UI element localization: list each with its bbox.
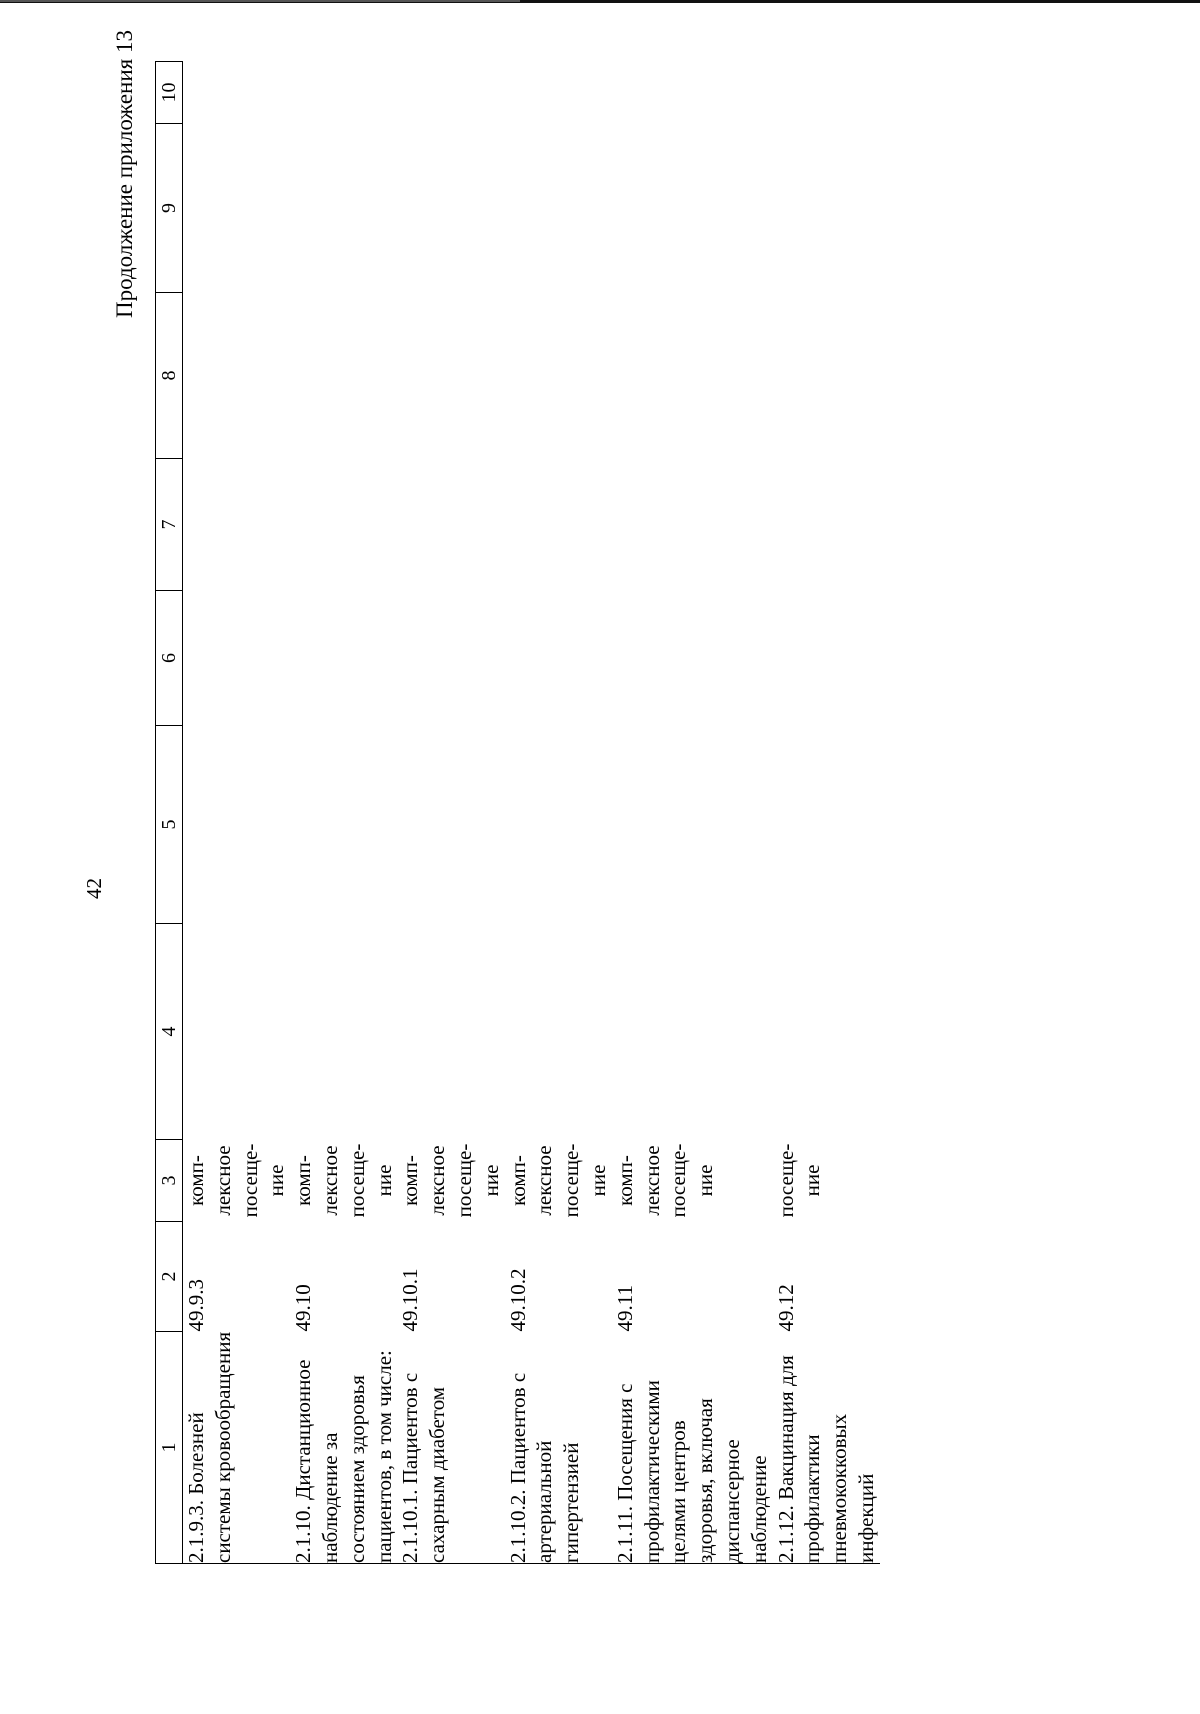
empty-cell [397,62,504,124]
document-table [155,61,880,1564]
column-header: 8 [156,293,183,459]
empty-cell [183,459,291,591]
empty-cell [183,293,291,459]
column-header: 6 [156,591,183,726]
row-code: 49.9.3 [184,1279,208,1332]
row-code: 49.11 [612,1285,637,1332]
column-header: 5 [156,726,183,924]
empty-cell [612,124,773,293]
table-row [773,62,880,1564]
empty-cell [773,62,880,124]
empty-cell [183,726,291,924]
empty-cell [612,924,773,1140]
table-row [290,62,397,1564]
empty-cell [397,726,504,924]
row-code: 49.12 [773,1284,798,1332]
row-unit: комп-лексное посеще-ние [184,1143,289,1218]
row-unit: посеще-ние [773,1143,825,1218]
row-unit: комп-лексное посеще-ние [612,1143,718,1218]
empty-cell [397,293,504,459]
empty-cell [290,124,397,293]
empty-cell [290,293,397,459]
row-code: 49.10.2 [505,1268,530,1332]
empty-cell [773,591,880,726]
empty-cell [183,62,291,124]
empty-cell [505,924,612,1140]
column-header: 2 [156,1222,183,1332]
row-name: 2.1.11. Посещения с профилактическими целями центров здоровья, включая диспансерное наблюдение [612,1332,773,1564]
empty-cell [773,124,880,293]
empty-cell [290,591,397,726]
empty-cell [183,124,291,293]
empty-cell [505,62,612,124]
empty-cell [612,591,773,726]
column-header: 10 [156,62,183,124]
empty-cell [612,293,773,459]
row-name: 2.1.10.2. Пациентов с артериальной гипертензией [505,1332,612,1564]
empty-cell [397,924,504,1140]
page-number: 42 [82,878,106,899]
row-name: 2.1.9.3. Болезней системы кровообращения [183,1332,291,1564]
column-number-row [156,62,183,1564]
table-row [183,62,291,1564]
row-unit: комп-лексное посеще-ние [398,1143,503,1218]
empty-cell [290,924,397,1140]
table-row [612,62,773,1564]
empty-cell [773,293,880,459]
empty-cell [397,591,504,726]
column-header: 9 [156,124,183,293]
column-header: 1 [156,1332,183,1564]
row-name: 2.1.10.1. Пациентов с сахарным диабетом [397,1332,504,1564]
empty-cell [773,726,880,924]
empty-cell [505,293,612,459]
empty-cell [505,124,612,293]
empty-cell [612,62,773,124]
empty-cell [773,924,880,1140]
empty-cell [183,924,291,1140]
table-caption: Продолжение приложения 13 [112,30,137,318]
row-unit: комп-лексное посеще-ние [505,1143,610,1218]
empty-cell [505,726,612,924]
empty-cell [290,726,397,924]
column-header: 3 [156,1140,183,1222]
column-header: 4 [156,924,183,1140]
empty-cell [397,124,504,293]
row-code: 49.10 [291,1284,316,1332]
table-row [397,62,504,1564]
empty-cell [773,459,880,591]
row-name: 2.1.10. Дистанционное наблюдение за состоянием здоровья пациентов, в том числе: [290,1332,397,1564]
column-header: 7 [156,459,183,591]
row-unit: комп-лексное посеще-ние [291,1143,396,1218]
empty-cell [183,591,291,726]
empty-cell [612,726,773,924]
empty-cell [290,62,397,124]
empty-cell [505,459,612,591]
empty-cell [397,459,504,591]
row-name: 2.1.12. Вакцинация для профилактики пневмококковых инфекций [773,1332,880,1564]
empty-cell [505,591,612,726]
table-row [505,62,612,1564]
row-code: 49.10.1 [398,1268,423,1332]
empty-cell [290,459,397,591]
empty-cell [612,459,773,591]
